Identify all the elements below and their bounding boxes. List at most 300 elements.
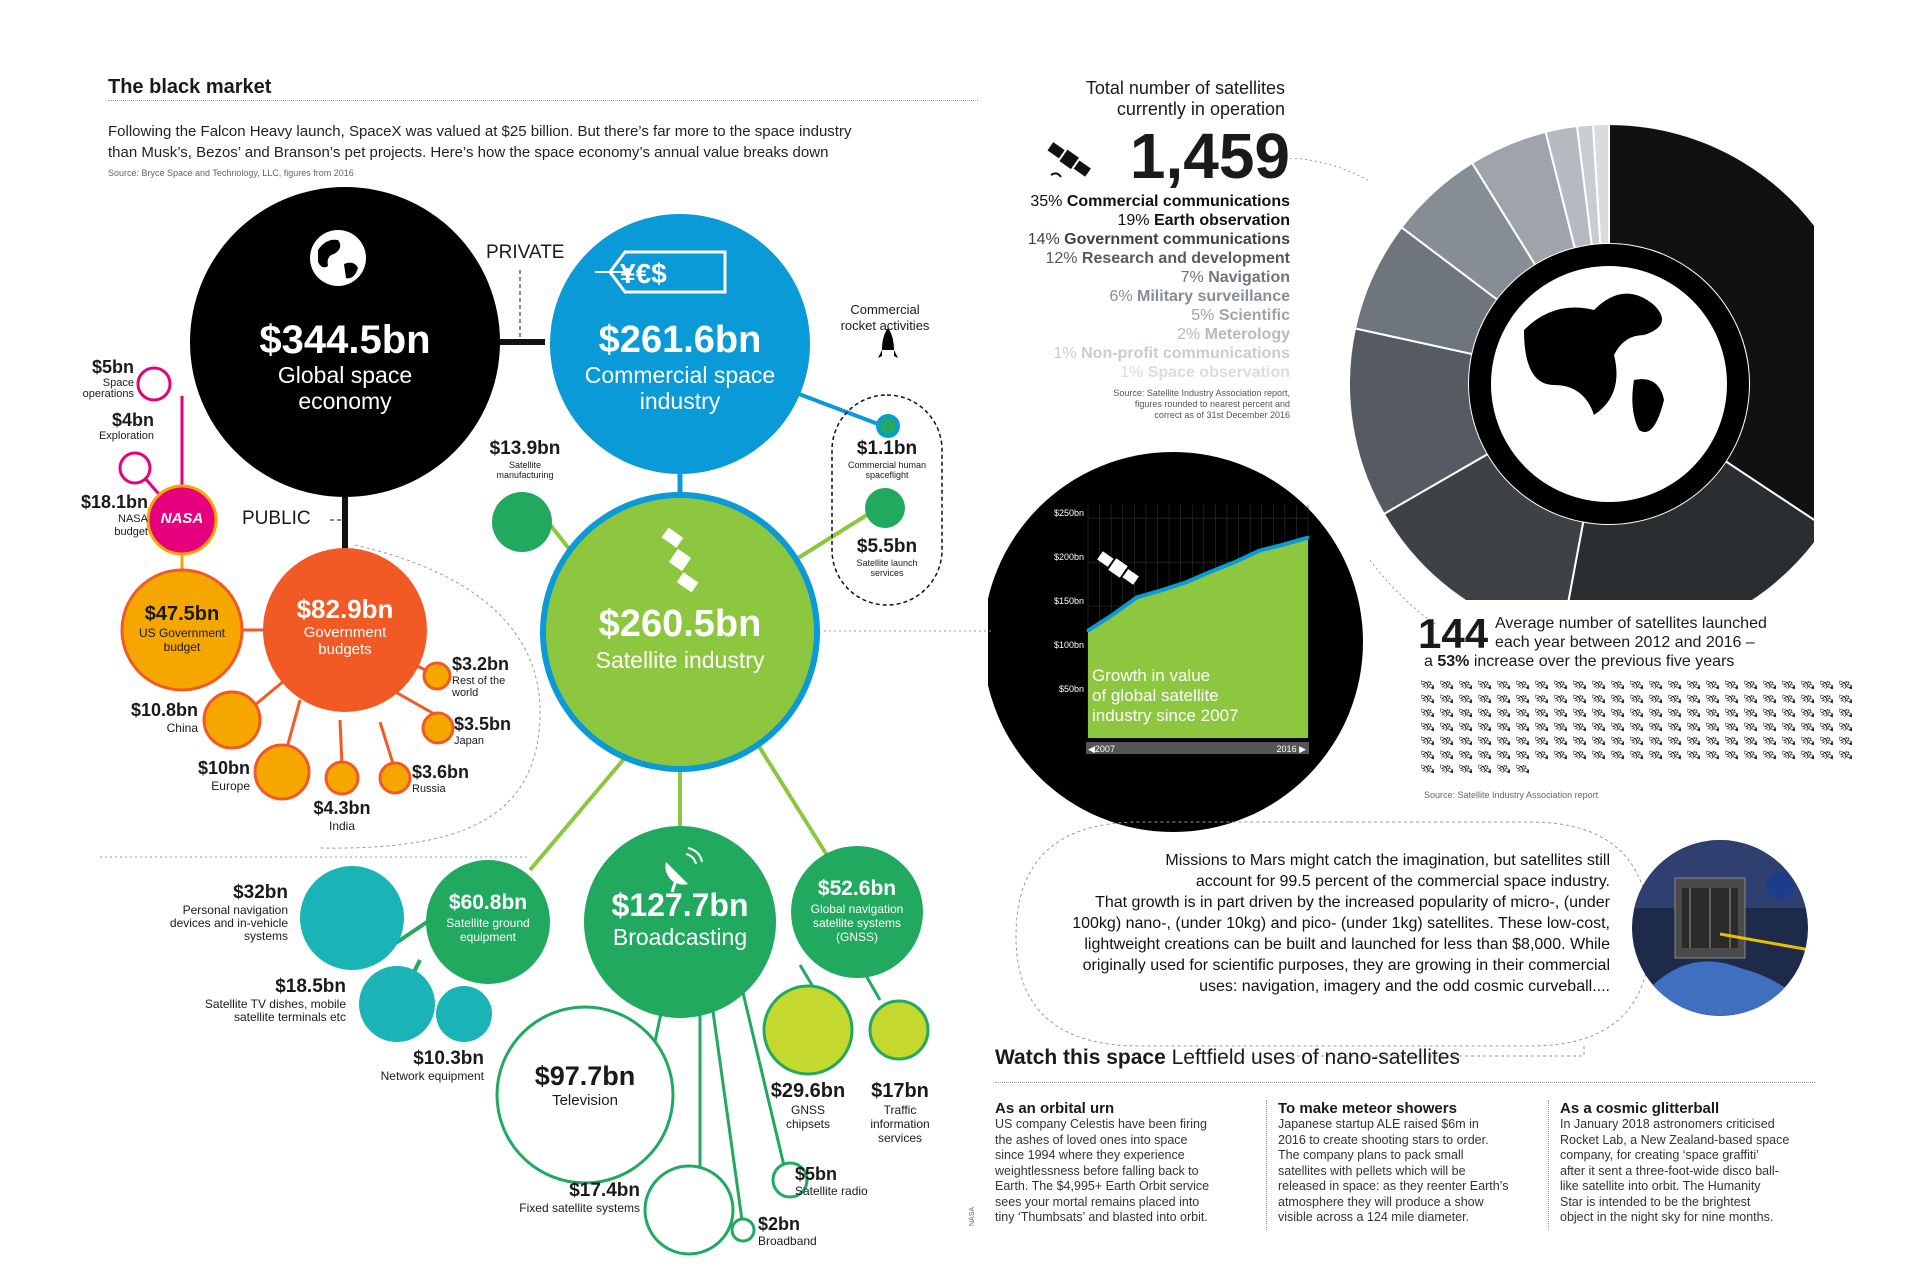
rocket-label-2: rocket activities — [840, 318, 930, 333]
missions-line-1: Missions to Mars might catch the imagination, but satellites still — [1165, 852, 1610, 869]
growth-caption — [1092, 666, 1238, 726]
satellite-icon: 🛰 — [1724, 734, 1740, 748]
watch-col-3-line-3: company, for creating ‘space graffiti’ — [1560, 1148, 1759, 1162]
watch-col-1-line-5: Earth. The $4,995+ Earth Orbit service — [995, 1179, 1210, 1193]
europe-value: $10bn — [197, 758, 250, 778]
human-text — [822, 438, 952, 480]
manuf-bubble — [492, 492, 552, 552]
satellite-icon: 🛰 — [1439, 692, 1455, 706]
satellite-icon: 🛰 — [1477, 720, 1493, 734]
usgov-label-1: US Government — [138, 626, 226, 640]
satellite-icon: 🛰 — [1591, 720, 1607, 734]
sat-category-pct: 6% — [1109, 288, 1133, 305]
chipsets-text — [756, 1080, 860, 1131]
intro-source: Source: Bryce Space and Technology, LLC, figures from 2016 — [108, 168, 354, 178]
growth-point — [1209, 570, 1212, 573]
satellite-icon: 🛰 — [1458, 734, 1474, 748]
satellite-icon: 🛰 — [1629, 748, 1645, 762]
traffic-value: $17bn — [871, 1080, 929, 1102]
dishes-label-1: Satellite TV dishes, mobile — [204, 997, 346, 1011]
satellite-icon: 🛰 — [1819, 692, 1835, 706]
spaceops-text — [60, 357, 134, 400]
satellite-icon: 🛰 — [1610, 692, 1626, 706]
commercial-label-2: industry — [639, 388, 721, 414]
watch-divider-2 — [1548, 1100, 1549, 1230]
satellite-icon: 🛰 — [1667, 734, 1683, 748]
satellite-icon: 🛰 — [1686, 678, 1702, 692]
satellite-icon: 🛰 — [1420, 706, 1436, 720]
sat-category-pct: 2% — [1177, 326, 1201, 343]
satellite-icon: 🛰 — [1477, 762, 1493, 776]
sat-category-name: Space observation — [1147, 364, 1290, 381]
sat-category-name: Non-profit communications — [1081, 345, 1290, 362]
satellite-icon: 🛰 — [1781, 706, 1797, 720]
growth-point — [1233, 561, 1236, 564]
satellite-icon: 🛰 — [1572, 748, 1588, 762]
satellite-icon: 🛰 — [1572, 678, 1588, 692]
launch-source: Source: Satellite Industry Association report — [1424, 790, 1599, 800]
satellite-icon: 🛰 — [1762, 692, 1778, 706]
satellite-icon: 🛰 — [1477, 734, 1493, 748]
satellite-icon: 🛰 — [1724, 720, 1740, 734]
satellite-icon: 🛰 — [1762, 720, 1778, 734]
dishes-label-2: satellite terminals etc — [233, 1010, 346, 1024]
watch-col-3-line-6: Star is intended to be the brightest — [1560, 1194, 1751, 1209]
pnav-bubble — [300, 866, 404, 970]
launch-value: $5.5bn — [856, 536, 918, 557]
sat-category-pct: 7% — [1180, 269, 1204, 286]
growth-point — [1258, 549, 1261, 552]
rest-label-2: world — [452, 687, 479, 699]
sat-title-1: Total number of satellites — [1085, 78, 1285, 98]
satellite-icon: 🛰 — [1458, 720, 1474, 734]
chipsets-label-1: GNSS — [790, 1103, 825, 1117]
rest-bubble — [424, 663, 450, 689]
fixed-label: Fixed satellite systems — [519, 1201, 640, 1215]
commercial-value: $261.6bn — [598, 319, 762, 361]
launch-number: 144 — [1418, 610, 1489, 657]
pnav-label-1: Personal navigation — [182, 903, 288, 917]
watch-col-1-line-1: US company Celestis have been firing — [995, 1117, 1207, 1131]
broadcast-text — [588, 886, 772, 950]
satellite-icon: 🛰 — [1553, 734, 1569, 748]
sat-category-pct: 14% — [1027, 231, 1060, 248]
broadband-bubble — [732, 1219, 754, 1241]
gov-label-2: budgets — [318, 641, 372, 658]
spaceops-label-1: Space — [102, 377, 134, 389]
pnav-label-3: systems — [243, 929, 288, 943]
ground-label-2: equipment — [459, 930, 517, 944]
satellite-icon: 🛰 — [1515, 706, 1531, 720]
satellite-icon: 🛰 — [1458, 678, 1474, 692]
intro-line-2: than Musk’s, Bezos’ and Branson’s pet projects. Here’s how the space economy’s annual value breaks down — [108, 144, 829, 161]
watch-col-3-line-1: In January 2018 astronomers criticised — [1560, 1117, 1775, 1131]
dishes-bubble — [359, 966, 435, 1042]
broadcast-label: Broadcasting — [612, 924, 748, 950]
satellite-icon: 🛰 — [1686, 692, 1702, 706]
satellite-icon: 🛰 — [1458, 692, 1474, 706]
sat-category-pct: 1% — [1053, 345, 1077, 362]
watch-col-3-line-4: after it sent a three-foot-wide disco ball- — [1560, 1163, 1779, 1178]
russia-text — [412, 762, 469, 795]
satellite-icon: 🛰 — [1534, 678, 1550, 692]
satellite-icon: 🛰 — [1629, 706, 1645, 720]
satellite-icon: 🛰 — [1819, 734, 1835, 748]
europe-bubble — [255, 745, 309, 799]
satellite-icon: 🛰 — [1781, 734, 1797, 748]
global-text — [190, 318, 500, 414]
sat-category-row — [960, 268, 1290, 287]
satellite-icon: 🛰 — [1838, 706, 1854, 720]
sat-category-pct: 35% — [1030, 193, 1063, 210]
satellite-icon: 🛰 — [1648, 678, 1664, 692]
launch-pct: 53% — [1437, 653, 1470, 670]
human-bubble — [878, 416, 898, 436]
watch-col-1-line-6: sees your mortal remains placed into — [995, 1194, 1200, 1209]
tv-text — [505, 1060, 665, 1110]
usgov-text — [122, 602, 242, 654]
satellite-icon: 🛰 — [1838, 678, 1854, 692]
satellite-icon: 🛰 — [1458, 762, 1474, 776]
watch-col-2-line-7: visible across a 124 mile diameter. — [1278, 1210, 1470, 1224]
gnss-value: $52.6bn — [817, 877, 897, 900]
satellite-icon: 🛰 — [1515, 720, 1531, 734]
satellite-icon: 🛰 — [1591, 734, 1607, 748]
watch-heading-bold: Watch this space — [995, 1046, 1166, 1069]
public-label: PUBLIC — [242, 508, 311, 529]
watch-heading-rest: Leftfield uses of nano-satellites — [1165, 1046, 1460, 1069]
missions-line-4: 100kg) nano-, (under 10kg) and pico- (under 1kg) satellites. These low-cost, — [1072, 915, 1610, 932]
satellite-icon: 🛰 — [1629, 692, 1645, 706]
watch-col-2-line-6: atmosphere they will produce a show — [1278, 1194, 1484, 1209]
growth-y-tick-label: $150bn — [1053, 596, 1084, 607]
watch-col-2-line-4: satellites with pellets which will be — [1278, 1163, 1466, 1178]
tv-value: $97.7bn — [534, 1061, 636, 1091]
watch-col-2-line-1: Japanese startup ALE raised $6m in — [1278, 1117, 1479, 1131]
gov-label-1: Government — [303, 624, 387, 641]
gnss-label-2: satellite systems — [812, 916, 902, 930]
global-value: $344.5bn — [259, 318, 431, 362]
growth-y-tick-label: $250bn — [1053, 508, 1084, 519]
launch-label-2: services — [870, 568, 904, 578]
satellite-icon: 🛰 — [1667, 692, 1683, 706]
fixed-value: $17.4bn — [569, 1180, 640, 1201]
network-bubble — [436, 986, 492, 1042]
usgov-value: $47.5bn — [144, 603, 220, 625]
satellite-icon: 🛰 — [1838, 692, 1854, 706]
commercial-text — [550, 318, 810, 414]
rest-label-1: Rest of the — [452, 675, 506, 687]
usgov-label-2: budget — [163, 640, 201, 654]
growth-y-tick-label: $100bn — [1053, 640, 1084, 651]
satellite-category-list — [960, 192, 1290, 382]
network-text — [340, 1048, 484, 1083]
japan-value: $3.5bn — [454, 714, 512, 734]
satellite-icon: 🛰 — [1439, 706, 1455, 720]
satellite-icon: 🛰 — [1781, 720, 1797, 734]
satellite-icon: 🛰 — [1477, 748, 1493, 762]
satellite-icon: 🛰 — [1515, 692, 1531, 706]
spaceops-label-2: operations — [82, 388, 134, 400]
japan-label: Japan — [454, 735, 484, 747]
satellite-icon: 🛰 — [1648, 748, 1664, 762]
watch-divider-1 — [1266, 1100, 1267, 1230]
manuf-text — [470, 438, 580, 480]
explore-label: Exploration — [98, 430, 154, 442]
growth-y-tick-label: $50bn — [1058, 684, 1084, 695]
satellite-icon: 🛰 — [1496, 692, 1512, 706]
broadband-text — [758, 1214, 817, 1248]
rocket-text — [820, 302, 950, 334]
satellite-icon: 🛰 — [1553, 748, 1569, 762]
launch-text-3c: increase over the previous five years — [1469, 653, 1735, 670]
ground-value: $60.8bn — [448, 891, 528, 914]
russia-label: Russia — [412, 783, 446, 795]
launch-label-1: Satellite launch — [856, 558, 918, 568]
satellite-icon: 🛰 — [1439, 734, 1455, 748]
satellite-icon: 🛰 — [1610, 706, 1626, 720]
satellite-icon: 🛰 — [1667, 748, 1683, 762]
china-value: $10.8bn — [130, 700, 198, 720]
watch-col-2-line-3: The company plans to pack small — [1278, 1148, 1464, 1162]
satellite-icon: 🛰 — [1648, 734, 1664, 748]
launch-text-2: each year between 2012 and 2016 – — [1495, 634, 1755, 651]
satellite-icon: 🛰 — [1819, 720, 1835, 734]
satellite-icon: 🛰 — [1496, 734, 1512, 748]
network-label: Network equipment — [380, 1069, 484, 1083]
watch-col-3-line-7: object in the night sky for nine months. — [1560, 1210, 1774, 1224]
missions-line-6: originally used for scientific purposes, they are growing in their commercial — [1082, 957, 1610, 974]
tv-label: Television — [552, 1092, 618, 1109]
sat-category-name: Commercial communications — [1066, 193, 1290, 210]
satellite-icon: 🛰 — [1629, 678, 1645, 692]
satellite-icon: 🛰 — [1515, 762, 1531, 776]
satellite-icon: 🛰 — [1648, 692, 1664, 706]
launch-text-1: Average number of satellites launched — [1495, 615, 1767, 632]
sat-category-name: Research and development — [1081, 250, 1290, 267]
satellite-icon: 🛰 — [1686, 706, 1702, 720]
satellite-icon: 🛰 — [1743, 748, 1759, 762]
satellite-icon: 🛰 — [1686, 734, 1702, 748]
sat-category-name: Scientific — [1218, 307, 1290, 324]
page-title: The black market — [108, 76, 272, 98]
satellite-icon: 🛰 — [1477, 678, 1493, 692]
sat-category-row — [960, 287, 1290, 306]
watch-col-3-line-5: like satellite into orbit. The Humanity — [1560, 1179, 1761, 1193]
satellite-icon: 🛰 — [1648, 720, 1664, 734]
watch-col-3-heading: As a cosmic glitterball — [1560, 1100, 1720, 1117]
satellite-icon: 🛰 — [1534, 748, 1550, 762]
growth-x-start: ◀2007 — [1088, 744, 1115, 754]
satellite-icon: 🛰 — [1800, 734, 1816, 748]
missions-line-3: That growth is in part driven by the increased popularity of micro-, (under — [1095, 894, 1610, 911]
radio-value: $5bn — [795, 1164, 838, 1184]
launch-text-3a: a — [1424, 653, 1438, 670]
watch-col-2-heading: To make meteor showers — [1278, 1100, 1457, 1117]
pnav-text — [130, 882, 288, 943]
satellite-icon: 🛰 — [1705, 678, 1721, 692]
human-value: $1.1bn — [856, 438, 918, 459]
radio-text — [795, 1164, 868, 1198]
japan-text — [454, 714, 511, 747]
satellite-icon: 🛰 — [1420, 734, 1436, 748]
sat-category-name: Navigation — [1208, 269, 1290, 286]
watch-col-1-line-2: the ashes of loved ones into space — [995, 1132, 1188, 1147]
satellite-icon: 🛰 — [1686, 720, 1702, 734]
sat-total-title — [1010, 78, 1285, 120]
commercial-label-1: Commercial space — [584, 362, 776, 388]
satellite-icon: 🛰 — [1553, 692, 1569, 706]
satellite-icon: 🛰 — [1496, 678, 1512, 692]
watch-col-2-line-2: 2016 to create shooting stars to order. — [1278, 1132, 1489, 1147]
watch-col-2-line-5: released in space: as they reenter Earth’s — [1278, 1179, 1509, 1193]
traffic-text — [854, 1080, 946, 1145]
ground-label-1: Satellite ground — [446, 916, 530, 930]
pnav-label-2: devices and in-vehicle — [169, 916, 288, 930]
growth-point — [1087, 629, 1090, 632]
growth-caption-1: Growth in value — [1092, 666, 1211, 685]
satellite-icon: 🛰 — [1572, 692, 1588, 706]
satellite-icon: 🛰 — [1838, 720, 1854, 734]
satellite-text — [550, 602, 810, 674]
satellite-icon: 🛰 — [1743, 692, 1759, 706]
satellite-icon: 🛰 — [1762, 706, 1778, 720]
satellite-icon: 🛰 — [1705, 720, 1721, 734]
sat-source-1: Source: Satellite Industry Association report, — [1113, 388, 1290, 398]
satellite-icon: 🛰 — [1458, 706, 1474, 720]
satellite-icon: 🛰 — [1477, 706, 1493, 720]
satellite-icon: 🛰 — [1591, 706, 1607, 720]
satellite-icon: 🛰 — [1724, 706, 1740, 720]
satellite-icon: 🛰 — [1667, 678, 1683, 692]
satellite-icon: 🛰 — [1591, 678, 1607, 692]
satellite-icon: 🛰 — [1705, 706, 1721, 720]
satellite-icon: 🛰 — [1800, 706, 1816, 720]
satellite-icon: 🛰 — [1686, 748, 1702, 762]
watch-col-1-heading: As an orbital urn — [995, 1100, 1115, 1117]
satellite-icon: 🛰 — [1762, 678, 1778, 692]
russia-bubble — [380, 763, 410, 793]
nasa-label-2: budget — [114, 526, 148, 538]
satellite-icon: 🛰 — [1800, 720, 1816, 734]
growth-chart — [988, 420, 1408, 840]
satellite-icon: 🛰 — [1610, 678, 1626, 692]
satellite-icon: 🛰 — [1420, 692, 1436, 706]
russia-value: $3.6bn — [412, 762, 470, 782]
satellite-icon: 🛰 — [1439, 720, 1455, 734]
satellite-icon: 🛰 — [1819, 706, 1835, 720]
traffic-label-1: Traffic — [883, 1103, 917, 1117]
satellite-icon: 🛰 — [1572, 706, 1588, 720]
satellite-icon: 🛰 — [1591, 748, 1607, 762]
growth-point — [1160, 589, 1163, 592]
growth-point — [1307, 536, 1310, 539]
gov-value: $82.9bn — [296, 594, 394, 624]
satellite-icon: 🛰 — [1800, 748, 1816, 762]
satellite-icon: 🛰 — [1515, 748, 1531, 762]
satellite-icon: 🛰 — [1553, 706, 1569, 720]
launch-text — [1495, 614, 1767, 652]
cubesat-photo — [1630, 838, 1810, 1018]
traffic-label-2: information — [870, 1117, 930, 1131]
satellite-icon: 🛰 — [1515, 734, 1531, 748]
spaceops-value: $5bn — [91, 357, 134, 377]
launch-bubble — [865, 488, 905, 528]
satellite-icon: 🛰 — [1591, 692, 1607, 706]
satellite-icon: 🛰 — [1743, 720, 1759, 734]
sat-category-name: Meterology — [1204, 326, 1290, 343]
intro-line-1: Following the Falcon Heavy launch, SpaceX was valued at $25 billion. But there’s far more to the space industry — [108, 123, 852, 140]
satellite-icon: 🛰 — [1496, 762, 1512, 776]
satellite-icon: 🛰 — [1534, 706, 1550, 720]
satellite-icon — [1045, 135, 1095, 185]
fixed-bubble — [645, 1166, 733, 1254]
satellite-icon: 🛰 — [1477, 692, 1493, 706]
rest-text — [452, 654, 509, 699]
satellite-icon: 🛰 — [1496, 720, 1512, 734]
broadband-value: $2bn — [758, 1214, 801, 1234]
connector-total — [1290, 158, 1370, 188]
sat-category-row — [960, 230, 1290, 249]
dishes-text — [160, 976, 346, 1024]
satellite-icon: 🛰 — [1534, 734, 1550, 748]
satellite-icon: 🛰 — [1800, 692, 1816, 706]
europe-text — [168, 758, 250, 793]
launch-text — [822, 536, 952, 578]
nasa-logo: NASA — [160, 510, 204, 527]
satellite-icon: 🛰 — [1439, 762, 1455, 776]
manuf-label-2: manufacturing — [496, 470, 554, 480]
sat-source — [1000, 388, 1290, 421]
photo-credit: NASA — [969, 1206, 976, 1226]
satellite-icon: 🛰 — [1743, 678, 1759, 692]
satellite-icon: 🛰 — [1743, 706, 1759, 720]
satellite-icon: 🛰 — [1705, 748, 1721, 762]
chipsets-label-2: chipsets — [785, 1117, 831, 1131]
globe-icon — [310, 230, 366, 286]
spaceops-bubble — [138, 368, 170, 400]
satellite-icon: 🛰 — [1515, 678, 1531, 692]
sat-category-row — [960, 249, 1290, 268]
sat-category-name: Government communications — [1064, 231, 1290, 248]
japan-bubble — [423, 713, 453, 743]
satellite-icon: 🛰 — [1610, 720, 1626, 734]
gnss-text — [795, 876, 919, 944]
explore-value: $4bn — [111, 410, 154, 430]
dishes-value: $18.5bn — [275, 976, 346, 997]
satellite-icon: 🛰 — [1819, 748, 1835, 762]
gov-text — [270, 594, 420, 658]
satellite-icon: 🛰 — [1553, 678, 1569, 692]
sat-source-2: figures rounded to nearest percent and — [1134, 399, 1290, 409]
global-label-2: economy — [298, 388, 392, 414]
sat-category-name: Military surveillance — [1137, 288, 1290, 305]
rocket-label-1: Commercial — [850, 302, 920, 317]
satellite-icon: 🛰 — [1572, 734, 1588, 748]
sat-category-row — [960, 211, 1290, 230]
sat-category-pct: 5% — [1191, 307, 1215, 324]
india-value: $4.3bn — [313, 798, 371, 818]
fixed-text — [470, 1180, 640, 1215]
growth-x-end: 2016 ▶ — [1276, 744, 1306, 754]
satellite-icon: 🛰 — [1781, 678, 1797, 692]
india-text — [302, 798, 382, 833]
nasa-label-1: NASA — [118, 513, 148, 525]
growth-point — [1282, 543, 1285, 546]
growth-caption-2: of global satellite — [1092, 686, 1219, 705]
watch-heading — [995, 1046, 1460, 1070]
watch-col-3 — [1560, 1100, 1820, 1226]
